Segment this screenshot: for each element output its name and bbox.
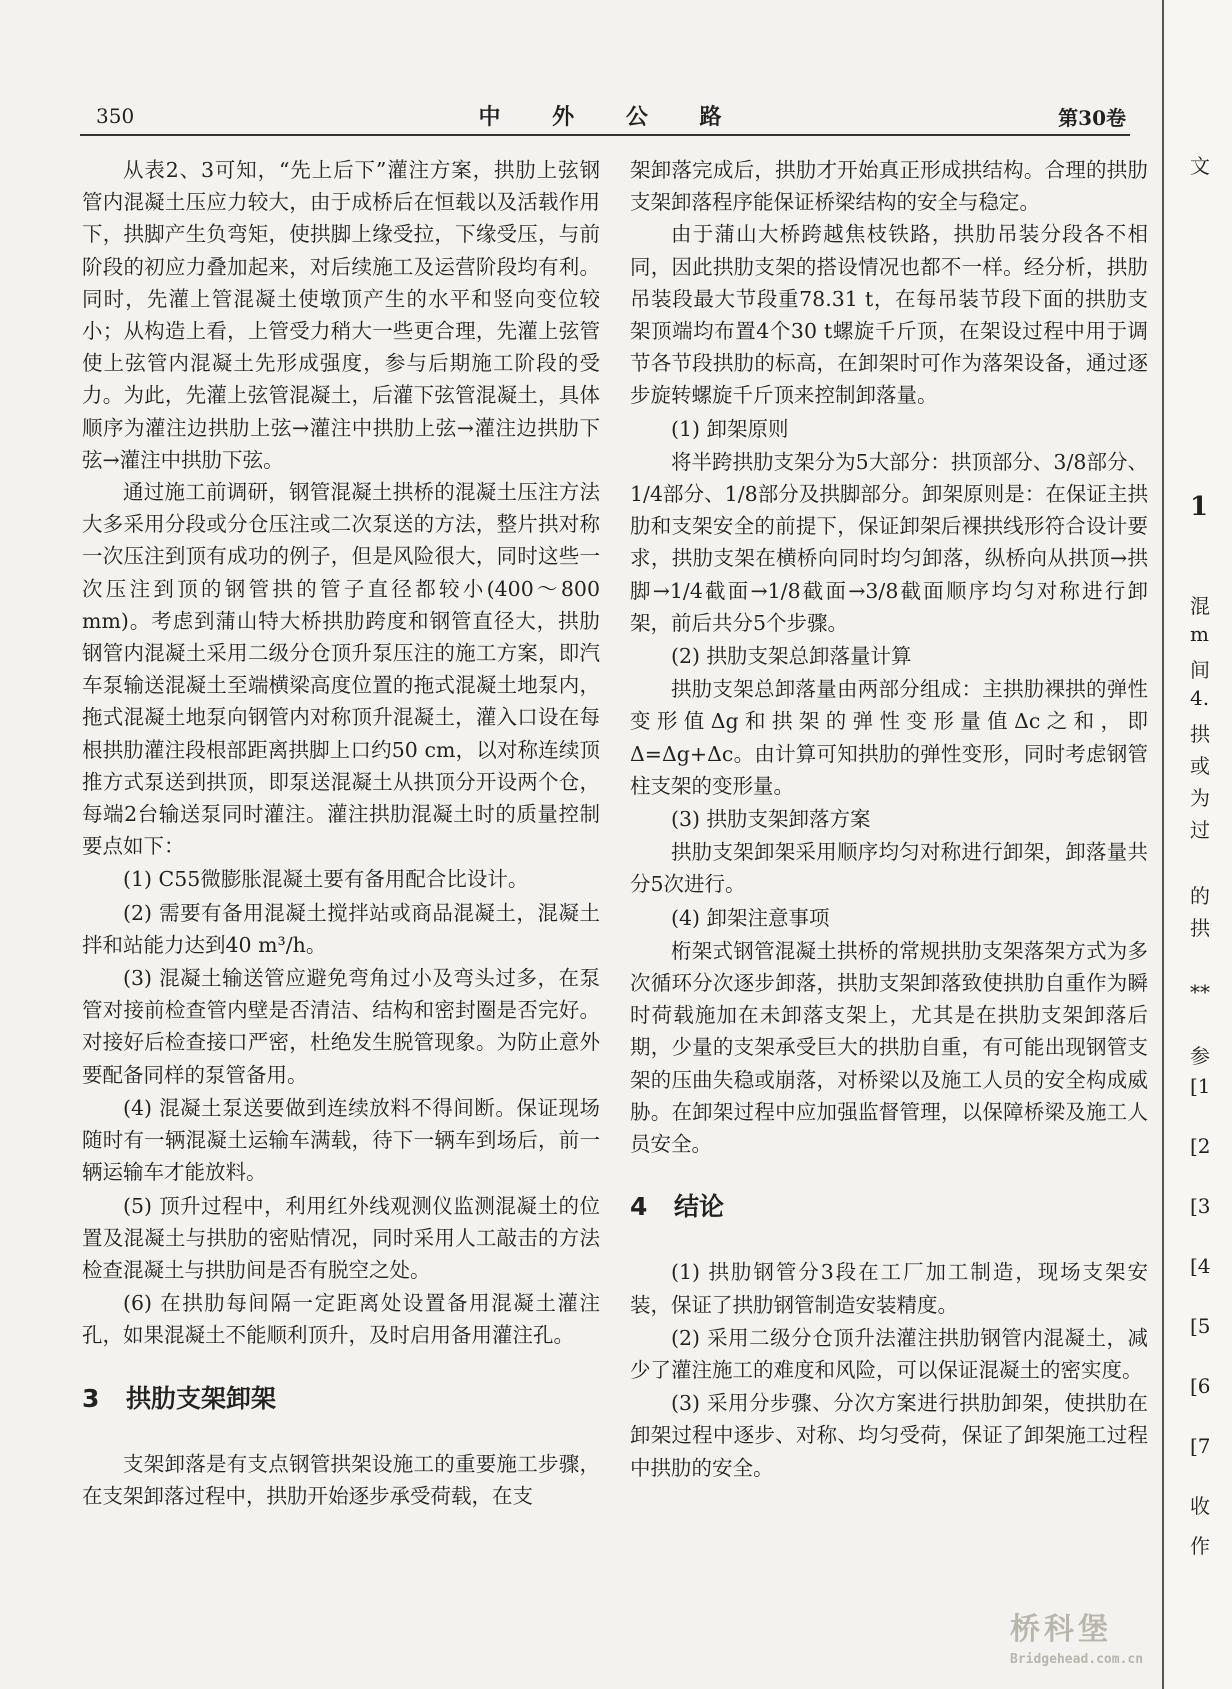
subheading: (1) 卸架原则 [671, 416, 789, 441]
section-number: 4 [630, 1192, 648, 1222]
fragment: 间 [1190, 658, 1210, 682]
fragment: [6 [1190, 1374, 1211, 1398]
left-column [82, 154, 600, 1512]
fragment: [3 [1190, 1194, 1211, 1218]
fragment: 拱 [1190, 916, 1210, 940]
fragment: 或 [1190, 754, 1210, 778]
watermark-url: Bridgehead.com.cn [1010, 1652, 1144, 1667]
subheading: (2) 拱肋支架总卸落量计算 [671, 644, 912, 669]
list-item: (2) 采用二级分仓顶升法灌注拱肋钢管内混凝土，减少了灌注施工的难度和风险，可以保证混凝土的密实度。 [630, 1325, 1148, 1382]
volume-label: 第30卷 [1058, 106, 1126, 130]
fragment: 收 [1190, 1494, 1210, 1518]
watermark [1010, 1604, 1190, 1674]
page-number: 350 [96, 104, 135, 128]
body-paragraph: 从表2、3可知，“先上后下”灌注方案，拱肋上弦钢管内混凝土压应力较大，由于成桥后在恒载以及活载作用下，拱脚产生负弯矩，使拱脚上缘受拉，下缘受压，与前阶段的初应力叠加起来，对后续施工及运营阶段均有利。同时，先灌上管混凝土使墩顶产生的水平和竖向变位较小；从构造上看，上管受力稍大一些更合理，先灌上弦管使上弦管内混凝土先形成强度，参与后期施工阶段的受力。为此，先灌上弦管混凝土，后灌下弦管混凝土，具体顺序为灌注边拱肋上弦→灌注中拱肋上弦→灌注边拱肋下弦→灌注中拱肋下弦。 [82, 158, 600, 472]
list-item: (5) 顶升过程中，利用红外线观测仪监测混凝土的位置及混凝土与拱肋的密贴情况，同时采用人工敲击的方法检查混凝土与拱肋间是否有脱空之处。 [82, 1193, 600, 1282]
fragment: 1 [1190, 492, 1209, 522]
list-item: (3) 采用分步骤、分次方案进行拱肋卸架，使拱肋在卸架过程中逐步、对称、均匀受荷，保证了卸架施工过程中拱肋的安全。 [630, 1391, 1148, 1480]
fragment: [1 [1190, 1074, 1211, 1098]
right-column [630, 154, 1148, 1485]
section-number: 3 [82, 1383, 100, 1413]
fragment: m [1190, 622, 1209, 646]
fragment: ** [1190, 980, 1210, 1004]
section-heading [82, 1382, 600, 1416]
fragment: 的 [1190, 884, 1210, 908]
body-paragraph: 由于蒲山大桥跨越焦枝铁路，拱肋吊装分段各不相同，因此拱肋支架的搭设情况也都不一样。经分析，拱肋吊装段最大节段重78.31 t，在每吊装节段下面的拱肋支架顶端均布置4个30 t螺旋千斤顶，在架设过程中用于调节各节段拱肋的标高，在卸架时可作为落架设备，通过逐步旋转螺旋千斤顶来控制卸落量。 [630, 222, 1148, 408]
fragment: [5 [1190, 1314, 1211, 1338]
fragment: 参 [1190, 1044, 1210, 1068]
running-header [96, 96, 1126, 136]
fragment: 文 [1190, 154, 1210, 178]
body-paragraph: 支架卸落是有支点钢管拱架设施工的重要施工步骤，在支架卸落过程中，拱肋开始逐步承受荷载，在支 [82, 1451, 600, 1508]
fragment: [2 [1190, 1134, 1211, 1158]
body-paragraph: 拱肋支架卸架采用顺序均匀对称进行卸架，卸落量共分5次进行。 [630, 840, 1148, 897]
journal-title: 中 外 公 路 [478, 104, 744, 130]
fragment: 拱 [1190, 722, 1210, 746]
list-item: (1) 拱肋钢管分3段在工厂加工制造，现场支架安装，保证了拱肋钢管制造安装精度。 [630, 1260, 1148, 1317]
list-item: (1) C55微膨胀混凝土要有备用配合比设计。 [123, 867, 529, 892]
list-item: (6) 在拱肋每间隔一定距离处设置备用混凝土灌注孔，如果混凝土不能顺利顶升，及时启用备用灌注孔。 [82, 1291, 600, 1348]
fragment: [7 [1190, 1434, 1211, 1458]
fragment: [4 [1190, 1254, 1211, 1278]
list-item: (2) 需要有备用混凝土搅拌站或商品混凝土，混凝土拌和站能力达到40 m³/h。 [82, 900, 600, 957]
subheading: (4) 卸架注意事项 [671, 905, 830, 930]
fragment: 为 [1190, 786, 1210, 810]
watermark-text: 桥科堡 [1010, 1612, 1112, 1647]
next-page-fragments [1186, 0, 1232, 1689]
body-paragraph: 拱肋支架总卸落量由两部分组成：主拱肋裸拱的弹性变形值Δg和拱架的弹性变形量值Δc之和，即Δ=Δg+Δc。由计算可知拱肋的弹性变形，同时考虑钢管柱支架的变形量。 [630, 677, 1148, 798]
subheading: (3) 拱肋支架卸落方案 [671, 807, 871, 832]
body-paragraph: 将半跨拱肋支架分为5大部分：拱顶部分、3/8部分、1/4部分、1/8部分及拱脚部分。卸架原则是：在保证主拱肋和支架安全的前提下，保证卸架后裸拱线形符合设计要求，拱肋支架在横桥向同时均匀卸落，纵桥向从拱顶→拱脚→1/4截面→1/8截面→3/8截面顺序均匀对称进行卸架，前后共分5个步骤。 [630, 449, 1148, 635]
section-heading [630, 1190, 1148, 1224]
fragment: 4. [1190, 686, 1210, 710]
body-paragraph: 桁架式钢管混凝土拱桥的常规拱肋支架落架方式为多次循环分次逐步卸落，拱肋支架卸落致使拱肋自重作为瞬时荷载施加在未卸落支架上，尤其是在拱肋支架卸落后期，少量的支架承受巨大的拱肋自重，有可能出现钢管支架的压曲失稳或崩落，对桥梁以及施工人员的安全构成威胁。在卸架过程中应加强监督管理，以保障桥梁及施工人员安全。 [630, 938, 1148, 1157]
body-paragraph: 架卸落完成后，拱肋才开始真正形成拱结构。合理的拱肋支架卸落程序能保证桥梁结构的安全与稳定。 [630, 158, 1148, 215]
section-title: 结论 [674, 1192, 725, 1222]
fragment: 混 [1190, 594, 1210, 618]
header-rule [80, 134, 1130, 136]
list-item: (4) 混凝土泵送要做到连续放料不得间断。保证现场随时有一辆混凝土运输车满载，待下一辆车到场后，前一辆运输车才能放料。 [82, 1095, 600, 1185]
section-title: 拱肋支架卸架 [126, 1383, 277, 1413]
fragment: 过 [1190, 818, 1210, 842]
body-paragraph: 通过施工前调研，钢管混凝土拱桥的混凝土压注方法大多采用分段或分仓压注或二次泵送的方法，整片拱对称一次压注到顶有成功的例子，但是风险很大，同时这些一次压注到顶的钢管拱的管子直径都较小(400～800 mm)。考虑到蒲山特大桥拱肋跨度和钢管直径大，拱肋钢管内混凝土采用二级分仓顶升泵压注的施工方案，即汽车泵输送混凝土至端横梁高度位置的拖式混凝土地泵内，拖式混凝土地泵向钢管内对称顶升混凝土，灌入口设在每根拱肋灌注段根部距离拱脚上口约50 cm，以对称连续顶推方式泵送到拱顶，即泵送混凝土从拱顶分开设两个仓，每端2台输送泵同时灌注。灌注拱肋混凝土时的质量控制要点如下： [82, 480, 600, 859]
fragment: 作 [1190, 1534, 1210, 1558]
list-item: (3) 混凝土输送管应避免弯角过小及弯头过多，在泵管对接前检查管内壁是否清洁、结构和密封圈是否完好。对接好后检查接口严密，杜绝发生脱管现象。为防止意外要配备同样的泵管备用。 [82, 966, 600, 1087]
